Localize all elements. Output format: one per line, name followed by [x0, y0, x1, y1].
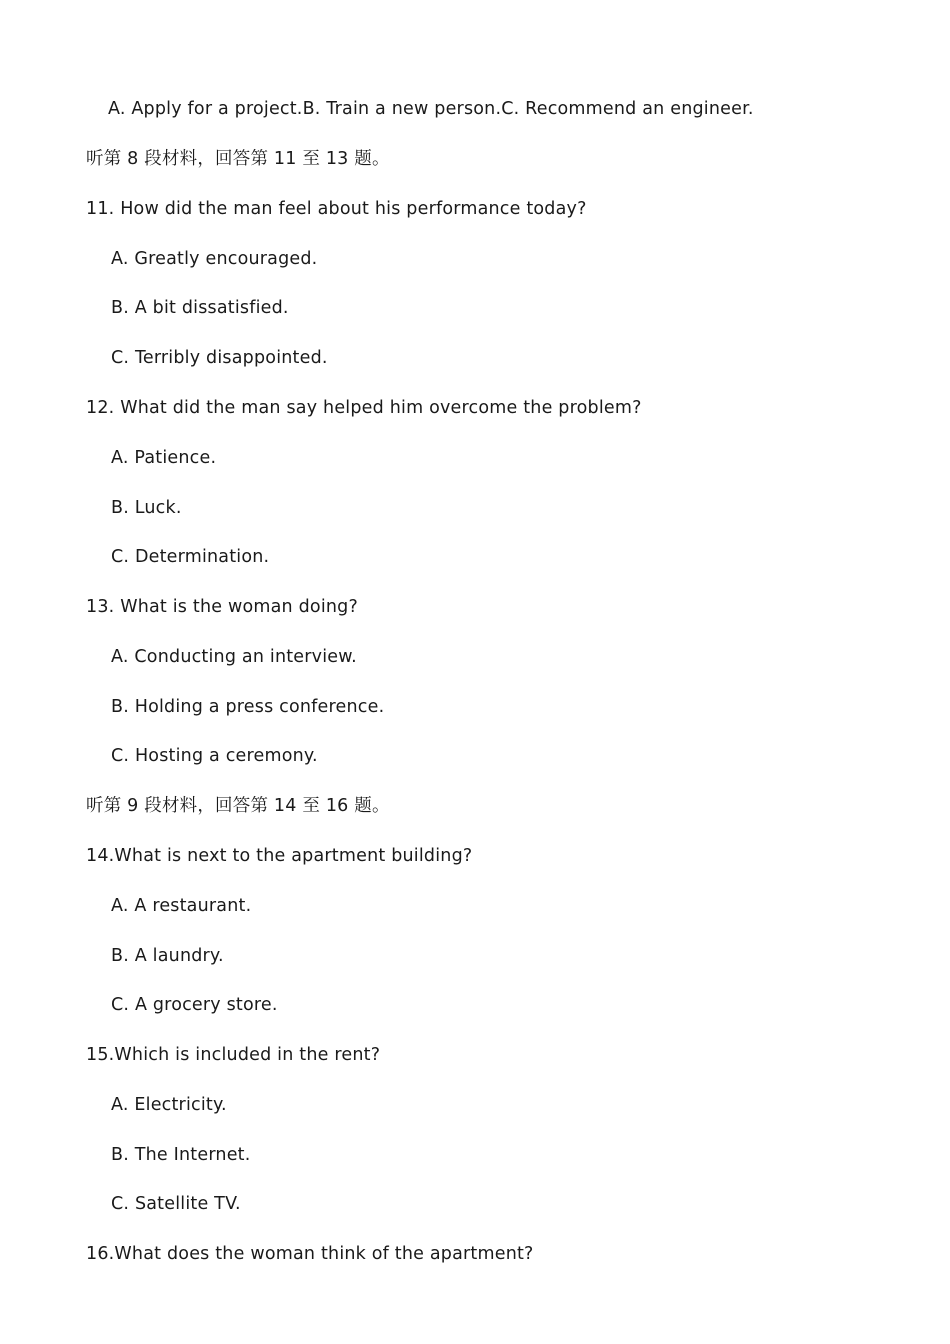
option-11-c: C. Terribly disappointed. [111, 348, 328, 368]
option-14-b: B. A laundry. [111, 946, 224, 966]
question-11: 11. How did the man feel about his performance today? [86, 199, 587, 219]
option-14-a: A. A restaurant. [111, 896, 252, 916]
question-15: 15.Which is included in the rent? [86, 1045, 381, 1065]
option-15-a: A. Electricity. [111, 1095, 227, 1115]
question-14: 14.What is next to the apartment building? [86, 846, 473, 866]
option-11-b: B. A bit dissatisfied. [111, 298, 289, 318]
option-12-c: C. Determination. [111, 547, 270, 567]
section-heading-9: 听第 9 段材料，回答第 14 至 16 题。 [86, 796, 390, 816]
option-11-a: A. Greatly encouraged. [111, 249, 318, 269]
question-13: 13. What is the woman doing? [86, 597, 358, 617]
option-12-b: B. Luck. [111, 498, 182, 518]
option-15-b: B. The Internet. [111, 1145, 251, 1165]
option-14-c: C. A grocery store. [111, 995, 278, 1015]
question-16: 16.What does the woman think of the apartment? [86, 1244, 534, 1264]
option-15-c: C. Satellite TV. [111, 1194, 241, 1214]
option-13-a: A. Conducting an interview. [111, 647, 357, 667]
option-13-b: B. Holding a press conference. [111, 697, 385, 717]
option-10-combined: A. Apply for a project.B. Train a new person.C. Recommend an engineer. [108, 99, 754, 119]
option-13-c: C. Hosting a ceremony. [111, 746, 318, 766]
option-12-a: A. Patience. [111, 448, 217, 468]
section-heading-8: 听第 8 段材料，回答第 11 至 13 题。 [86, 149, 390, 169]
question-12: 12. What did the man say helped him overcome the problem? [86, 398, 642, 418]
